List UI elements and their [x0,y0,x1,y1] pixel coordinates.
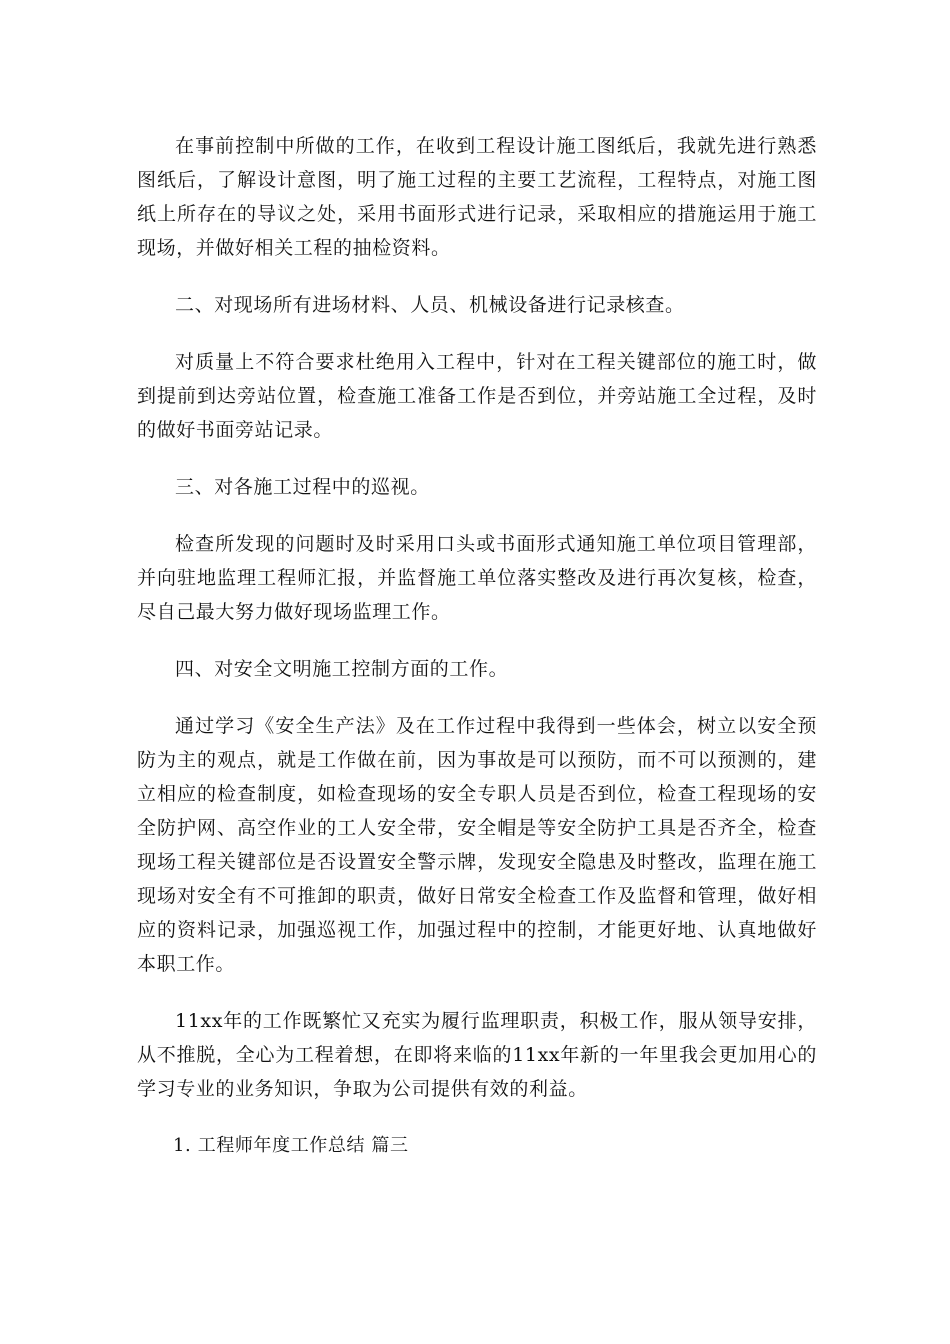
document-body [137,129,817,1163]
section-heading-4: 四、对安全文明施工控制方面的工作。 [175,658,509,680]
paragraph-summary: 11xx年的工作既繁忙又充实为履行监理职责，积极工作，服从领导安排，从不推脱，全心为工程着想，在即将来临的11xx年新的一年里我会更加用心的学习专业的业务知识，争取为公司提供有效的利益。 [137,1010,817,1100]
section-heading-3: 三、对各施工过程中的巡视。 [175,476,430,498]
list-heading-part3: 1. 工程师年度工作总结 篇三 [173,1135,409,1156]
section-heading-2: 二、对现场所有进场材料、人员、机械设备进行记录核查。 [175,294,685,316]
paragraph-safety: 通过学习《安全生产法》及在工作过程中我得到一些体会，树立以安全预防为主的观点，就是工作做在前，因为事故是可以预防，而不可以预测的，建立相应的检查制度，如检查现场的安全专职人员是否到位，检查工程现场的安全防护网、高空作业的工人安全带，安全帽是等安全防护工具是否齐全，检查现场工程关键部位是否设置安全警示牌，发现安全隐患及时整改，监理在施工现场对安全有不可推卸的职责，做好日常安全检查工作及监督和管理，做好相应的资料记录，加强巡视工作，加强过程中的控制，才能更好地、认真地做好本职工作。 [137,715,817,975]
paragraph-quality: 对质量上不符合要求杜绝用入工程中，针对在工程关键部位的施工时，做到提前到达旁站位置，检查施工准备工作是否到位，并旁站施工全过程，及时的做好书面旁站记录。 [137,351,817,441]
paragraph-inspection: 检查所发现的问题时及时采用口头或书面形式通知施工单位项目管理部，并向驻地监理工程师汇报，并监督施工单位落实整改及进行再次复核，检查，尽自己最大努力做好现场监理工作。 [137,533,817,623]
paragraph-pre-control: 在事前控制中所做的工作，在收到工程设计施工图纸后，我就先进行熟悉图纸后，了解设计意图，明了施工过程的主要工艺流程，工程特点，对施工图纸上所存在的导议之处，采用书面形式进行记录，采取相应的措施运用于施工现场，并做好相关工程的抽检资料。 [137,135,817,259]
